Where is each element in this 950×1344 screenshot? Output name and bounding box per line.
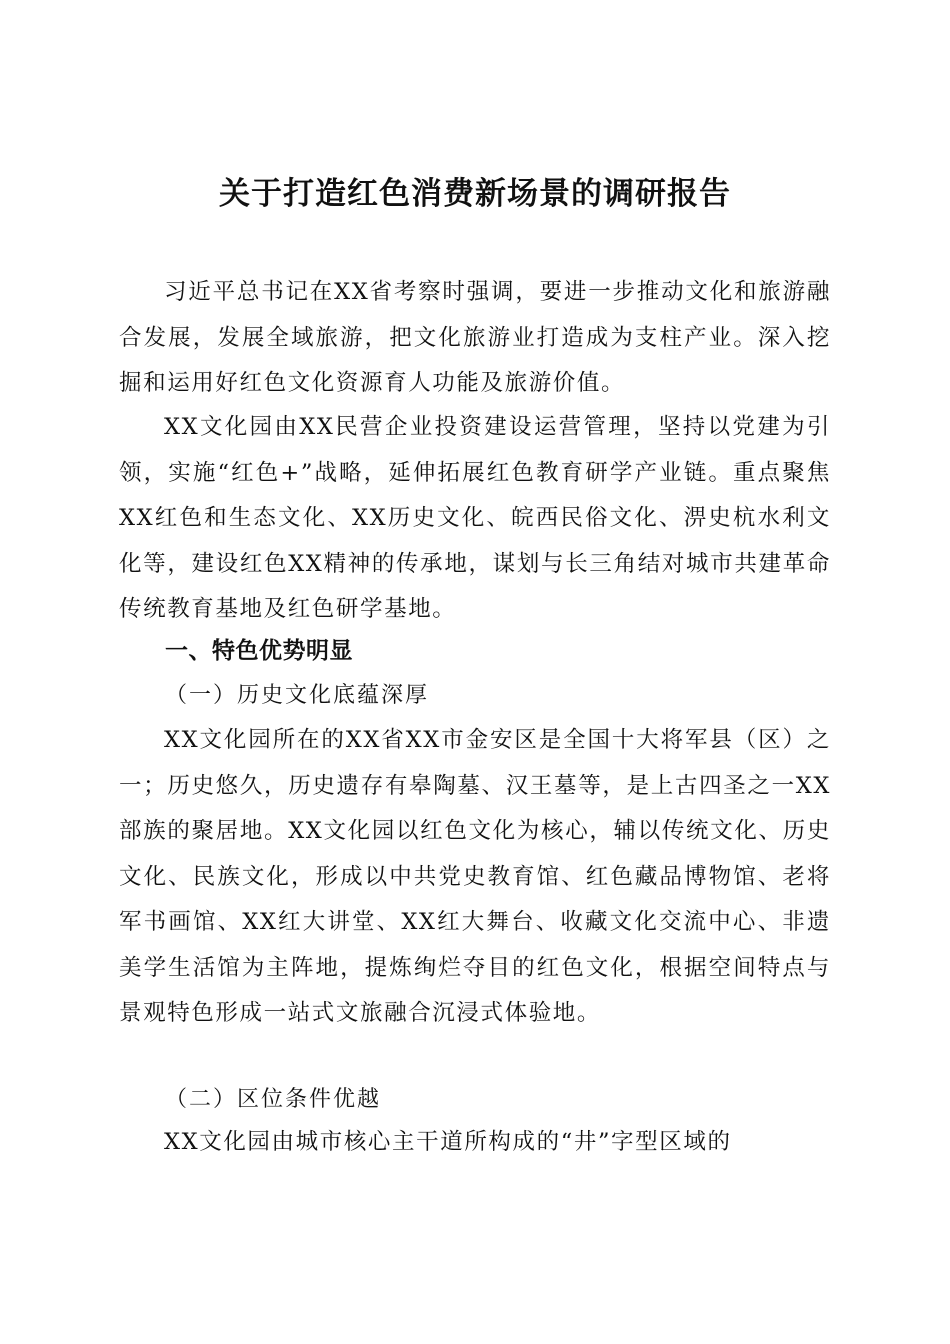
intro-paragraph-1: 习近平总书记在XX省考察时强调，要进一步推动文化和旅游融合发展，发展全域旅游，把文化旅游业打造成为支柱产业。深入挖掘和运用好红色文化资源育人功能及旅游价值。 — [119, 279, 831, 396]
subsection-1-paragraph: XX文化园所在的XX省XX市金安区是全国十大将军县（区）之一；历史悠久，历史遗存有皋陶墓、汉王墓等，是上古四圣之一XX部族的聚居地。XX文化园以红色文化为核心，辅以传统文化、历史文化、民族文化，形成以中共党史教育馆、红色藏品博物馆、老将军书画馆、XX红大讲堂、XX红大舞台、收藏文化交流中心、非遗美学生活馆为主阵地，提炼绚烂夺目的红色文化，根据空间特点与景观特色形成一站式文旅融合沉浸式体验地。 — [119, 727, 831, 1026]
document-title: 关于打造红色消费新场景的调研报告 — [219, 176, 731, 212]
subsection-heading-2: （二）区位条件优越 — [165, 1087, 382, 1112]
intro-paragraph-2: XX文化园由XX民营企业投资建设运营管理，坚持以党建为引领，实施“红色+”战略，延伸拓展红色教育研学产业链。重点聚焦XX红色和生态文化、XX历史文化、皖西民俗文化、淠史杭水利文化等，建设红色XX精神的传承地，谋划与长三角结对城市共建革命传统教育基地及红色研学基地。 — [119, 414, 831, 622]
subsection-heading-1: （一）历史文化底蕴深厚 — [165, 683, 430, 708]
section-heading-1: 一、特色优势明显 — [165, 637, 353, 664]
subsection-2-paragraph: XX文化园由城市核心主干道所构成的“井”字型区域的 — [164, 1129, 732, 1155]
